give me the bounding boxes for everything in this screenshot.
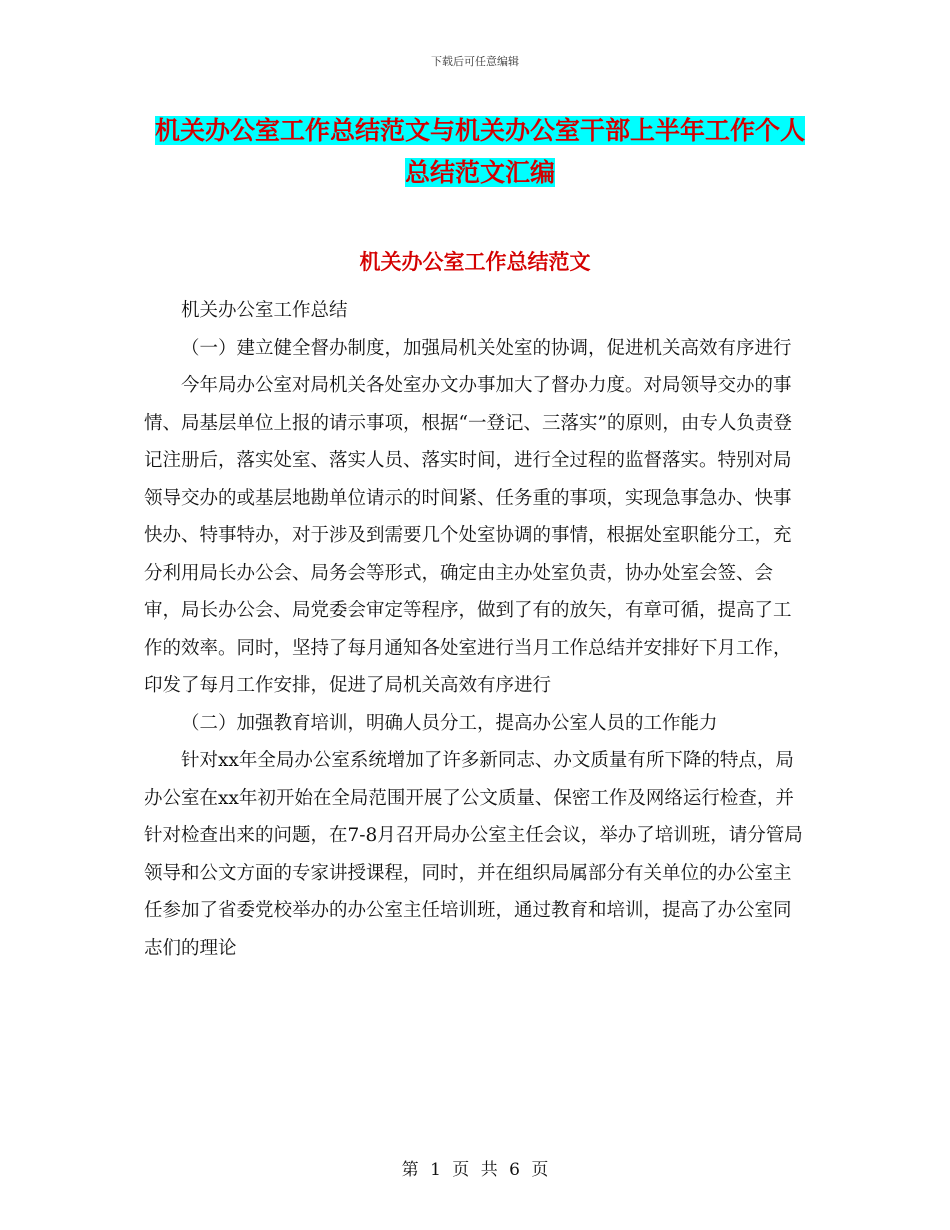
body-text — [144, 292, 804, 967]
paragraph: （一）建立健全督办制度，加强局机关处室的协调，促进机关高效有序进行 — [181, 337, 792, 359]
document-title-text: 机关办公室工作总结范文与机关办公室干部上半年工作个人总结范文汇编 — [154, 116, 805, 187]
page-footer: 第 1 页 共 6 页 — [401, 1160, 549, 1180]
document-title — [150, 110, 810, 194]
paragraph: （二）加强教育培训，明确人员分工，提高办公室人员的工作能力 — [181, 712, 718, 734]
section-title: 机关办公室工作总结范文 — [359, 249, 591, 274]
paragraph: 机关办公室工作总结 — [181, 300, 348, 321]
paragraph: 今年局办公室对局机关各处室办文办事加大了督办力度。对局领导交办的事情、局基层单位上报的请示事项，根据“一登记、三落实”的原则，由专人负责登记注册后，落实处室、落实人员、落实时间，进行全过程的监督落实。特别对局领导交办的或基层地勘单位请示的时间紧、任务重的事项，实现急事急办、快事快办、特事特办，对于涉及到需要几个处室协调的事情，根据处室职能分工，充分利用局长办公会、局务会等形式，确定由主办处室负责，协办处室会签、会审，局长办公会、局党委会审定等程序，做到了有的放矢，有章可循，提高了工作的效率。同时，坚持了每月通知各处室进行当月工作总结并安排好下月工作，印发了每月工作安排，促进了局机关高效有序进行 — [144, 375, 792, 696]
paragraph: 针对xx年全局办公室系统增加了许多新同志、办文质量有所下降的特点，局办公室在xx年初开始在全局范围开展了公文质量、保密工作及网络运行检查，并针对检查出来的问题，在7-8月召开局办公室主任会议，举办了培训班，请分管局领导和公文方面的专家讲授课程，同时，并在组织局属部分有关单位的办公室主任参加了省委党校举办的办公室主任培训班，通过教育和培训，提高了办公室同志们的理论 — [144, 750, 803, 959]
header-note: 下载后可任意编辑 — [431, 55, 519, 68]
